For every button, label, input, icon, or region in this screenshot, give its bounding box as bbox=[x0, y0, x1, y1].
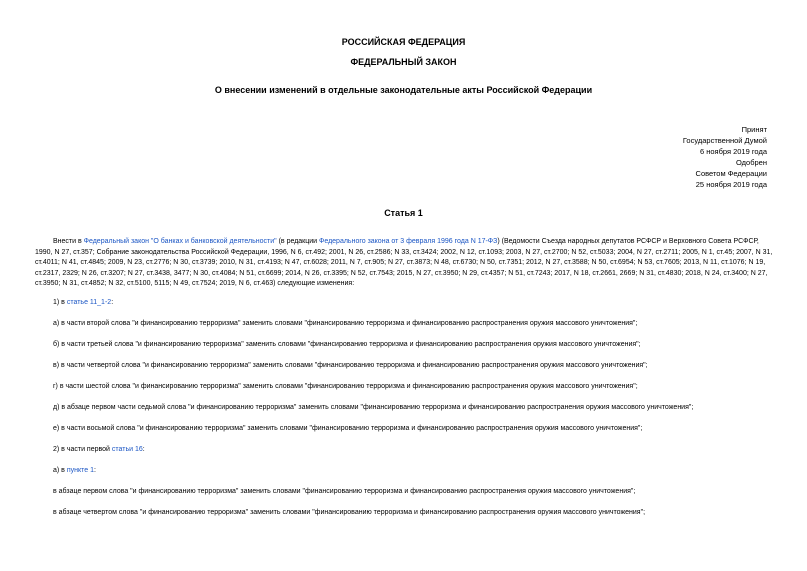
intro-text-b: (в редакции bbox=[276, 238, 320, 245]
item-2-text-a: 2) в части первой bbox=[53, 446, 112, 453]
approved-by: Советом Федерации bbox=[695, 169, 767, 178]
adoption-block bbox=[683, 124, 767, 190]
intro-text-a: Внести в bbox=[53, 238, 84, 245]
item-2a-text-a: а) в bbox=[53, 467, 67, 474]
article-16-link[interactable]: статьи 16 bbox=[111, 446, 143, 453]
article-heading: Статья 1 bbox=[384, 208, 423, 218]
subitem-a: а) в части второй слова "и финансированию терроризма" заменить словами "финансированию терроризма и финансированию распространения оружия массового уничтожения"; bbox=[53, 320, 638, 327]
approved-label: Одобрен bbox=[736, 158, 767, 167]
item-2a-text-b: : bbox=[94, 467, 96, 474]
paragraph-fourth-change: в абзаце четвертом слова "и финансированию терроризма" заменить словами "финансированию терроризма и финансированию распространения оружия массового уничтожения"; bbox=[53, 509, 646, 516]
law-title: О внесении изменений в отдельные законодательные акты Российской Федерации bbox=[214, 85, 593, 95]
paragraph-first-change: в абзаце первом слова "и финансированию терроризма" заменить словами "финансированию терроризма и финансированию распространения оружия массового уничтожения"; bbox=[53, 488, 636, 495]
intro-text-c: ) (Ведомости Съезда народных депутатов РСФСР и Верховного Совета РСФСР, 1990, N 27, ст.357; Собрание законодательства Российской Федерации, 1996, N 6, ст.492; 2001, N 26, ст.2586; N 33, ст.3424; 2002, N 12, ст.1093; 2003, N 27, ст.2700; N 52, ст.5033; 2004, N 27, ст.2711; 2005, N 1, ст.45; 2007, N 31, ст.4011; N 41, ст.4845; 2009, N 23, ст.2776; N 30, ст.3739; 2010, N 31, ст.4193; N 47, ст.6028; 2011, N 7, ст.905; N 27, ст.3873; N 48, ст.6730; N 50, ст.7351; 2012, N 27, ст.3588; N 50, ст.6954; N 53, ст.7605; 2013, N 11, ст.1076; N 19, ст.2317, 2329; N 26, ст.3207; N 27, ст.3438, 3477; N 30, ст.4084; N 51, ст.6699; 2014, N 26, ст.3395; N 52, ст.7543; 2015, N 27, ст.3950; N 29, ст.4357; N 51, ст.7243; 2017, N 18, ст.2661, 2669; N 31, ст.4830; 2018, N 24, ст.3400; N 27, ст.3950; N 31, ст.4852; N 32, ст.5100, 5115; N 49, ст.7524; 2019, N 6, ст.463) следующие изменения: bbox=[35, 238, 773, 288]
article-11-1-2-link[interactable]: статье 11_1-2 bbox=[66, 299, 112, 306]
item-1-text-b: : bbox=[111, 299, 114, 306]
subitem-v: в) в части четвертой слова "и финансированию терроризма" заменить словами "финансированию терроризма и финансированию распространения оружия массового уничтожения"; bbox=[53, 362, 648, 369]
federal-law-17fz-link[interactable]: Федерального закона от 3 февраля 1996 года N 17-ФЗ bbox=[319, 238, 498, 245]
adopted-date: 6 ноября 2019 года bbox=[699, 147, 767, 156]
item-2 bbox=[53, 446, 145, 453]
item-2-text-b: : bbox=[142, 446, 145, 453]
adopted-by: Государственной Думой bbox=[682, 136, 767, 145]
article-intro-paragraph bbox=[35, 237, 775, 290]
approved-date: 25 ноября 2019 года bbox=[695, 180, 767, 189]
banking-law-link[interactable]: Федеральный закон "О банках и банковской деятельности" bbox=[83, 238, 277, 245]
subitem-g: г) в части шестой слова "и финансированию терроризма" заменить словами "финансированию терроризма и финансированию распространения оружия массового уничтожения"; bbox=[53, 383, 638, 390]
item-1-text-a: 1) в bbox=[53, 299, 67, 306]
point-1-link[interactable]: пункте 1 bbox=[66, 467, 94, 474]
country-heading: РОССИЙСКАЯ ФЕДЕРАЦИЯ bbox=[341, 37, 466, 47]
item-2-subitem-a bbox=[53, 467, 96, 474]
subitem-b: б) в части третьей слова "и финансированию терроризма" заменить словами "финансированию терроризма и финансированию распространения оружия массового уничтожения"; bbox=[53, 341, 641, 348]
adopted-label: Принят bbox=[741, 125, 767, 134]
subitem-e: е) в части восьмой слова "и финансированию терроризма" заменить словами "финансированию терроризма и финансированию распространения оружия массового уничтожения"; bbox=[53, 425, 643, 432]
doc-type-heading: ФЕДЕРАЛЬНЫЙ ЗАКОН bbox=[350, 57, 457, 67]
item-1 bbox=[53, 299, 113, 306]
subitem-d: д) в абзаце первом части седьмой слова "и финансированию терроризма" заменить словами "финансированию терроризма и финансированию распространения оружия массового уничтожения"; bbox=[53, 404, 694, 411]
